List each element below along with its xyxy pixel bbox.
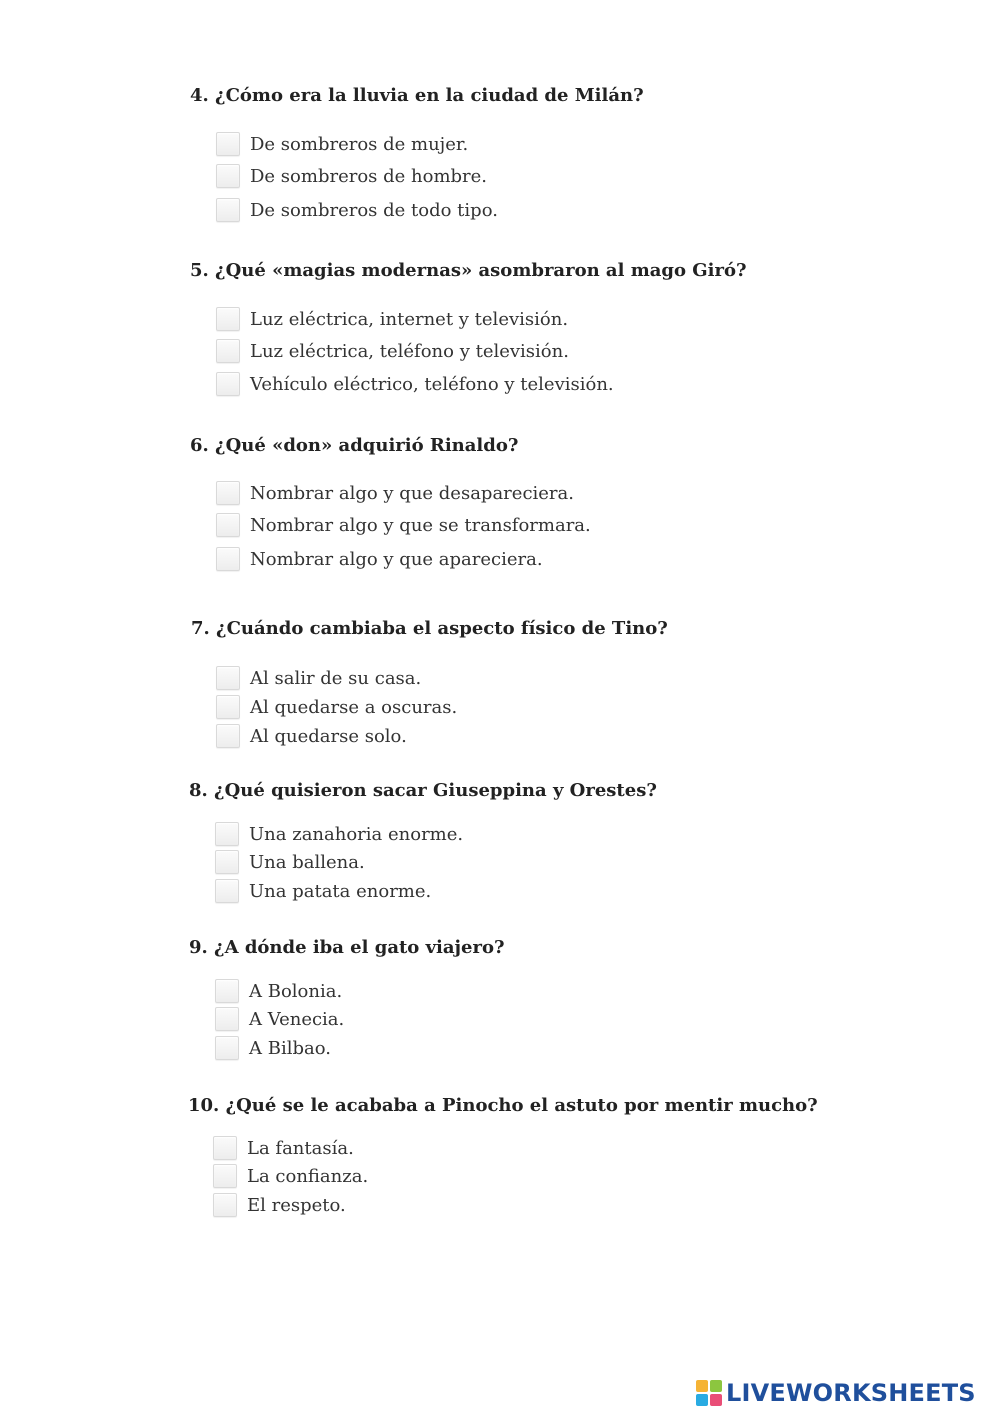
option-label: La confianza. — [247, 1165, 369, 1187]
option-label: Una ballena. — [249, 851, 365, 873]
question-title: 4. ¿Cómo era la lluvia en la ciudad de Milán? — [190, 85, 644, 106]
option-6a[interactable] — [216, 479, 574, 507]
option-label: Una zanahoria enorme. — [249, 823, 464, 845]
checkbox[interactable] — [215, 1007, 239, 1031]
option-10a[interactable] — [213, 1134, 354, 1162]
logo-tile — [696, 1380, 708, 1392]
logo-tile — [696, 1394, 708, 1406]
option-label: De sombreros de hombre. — [250, 165, 488, 187]
logo-tile — [710, 1394, 722, 1406]
option-label: La fantasía. — [247, 1137, 354, 1159]
option-8b[interactable] — [215, 848, 365, 876]
checkbox[interactable] — [215, 1036, 239, 1060]
checkbox[interactable] — [216, 198, 240, 222]
option-5a[interactable] — [216, 305, 568, 333]
option-label: De sombreros de mujer. — [250, 133, 469, 155]
question-title: 5. ¿Qué «magias modernas» asombraron al mago Giró? — [190, 260, 747, 281]
checkbox[interactable] — [215, 850, 239, 874]
option-10c[interactable] — [213, 1191, 346, 1219]
checkbox[interactable] — [216, 132, 240, 156]
liveworksheets-logo[interactable] — [696, 1378, 976, 1408]
brand-name: LIVEWORKSHEETS — [726, 1379, 976, 1407]
checkbox[interactable] — [216, 513, 240, 537]
question-title: 8. ¿Qué quisieron sacar Giuseppina y Orestes? — [189, 780, 657, 801]
option-label: A Venecia. — [249, 1008, 345, 1030]
option-7a[interactable] — [216, 664, 421, 692]
option-8c[interactable] — [215, 877, 431, 905]
checkbox[interactable] — [216, 547, 240, 571]
question-title: 9. ¿A dónde iba el gato viajero? — [189, 937, 505, 958]
checkbox[interactable] — [216, 164, 240, 188]
checkbox[interactable] — [213, 1164, 237, 1188]
option-9b[interactable] — [215, 1005, 344, 1033]
option-label: Nombrar algo y que se transformara. — [250, 514, 591, 536]
option-label: Al quedarse solo. — [250, 725, 407, 747]
liveworksheets-logo-icon — [696, 1380, 722, 1406]
option-9a[interactable] — [215, 977, 342, 1005]
checkbox[interactable] — [216, 666, 240, 690]
option-label: A Bilbao. — [249, 1037, 331, 1059]
option-label: Nombrar algo y que apareciera. — [250, 548, 543, 570]
checkbox[interactable] — [215, 979, 239, 1003]
option-10b[interactable] — [213, 1162, 368, 1190]
option-7c[interactable] — [216, 722, 407, 750]
option-6b[interactable] — [216, 511, 591, 539]
option-label: Luz eléctrica, teléfono y televisión. — [250, 340, 569, 362]
option-label: Al quedarse a oscuras. — [250, 696, 458, 718]
option-9c[interactable] — [215, 1034, 331, 1062]
option-4c[interactable] — [216, 196, 498, 224]
checkbox[interactable] — [216, 339, 240, 363]
option-4b[interactable] — [216, 162, 487, 190]
option-8a[interactable] — [215, 820, 463, 848]
option-label: El respeto. — [247, 1194, 346, 1216]
checkbox[interactable] — [215, 822, 239, 846]
checkbox[interactable] — [216, 724, 240, 748]
option-label: A Bolonia. — [249, 980, 343, 1002]
question-title: 7. ¿Cuándo cambiaba el aspecto físico de Tino? — [191, 618, 668, 639]
question-title: 10. ¿Qué se le acababa a Pinocho el astuto por mentir mucho? — [188, 1095, 818, 1116]
option-label: Una patata enorme. — [249, 880, 432, 902]
option-7b[interactable] — [216, 693, 457, 721]
option-label: De sombreros de todo tipo. — [250, 199, 498, 221]
question-title: 6. ¿Qué «don» adquirió Rinaldo? — [190, 435, 519, 456]
option-label: Nombrar algo y que desapareciera. — [250, 482, 574, 504]
checkbox[interactable] — [216, 695, 240, 719]
checkbox[interactable] — [216, 307, 240, 331]
logo-tile — [710, 1380, 722, 1392]
option-label: Vehículo eléctrico, teléfono y televisión. — [250, 373, 614, 395]
option-6c[interactable] — [216, 545, 543, 573]
option-4a[interactable] — [216, 130, 468, 158]
checkbox[interactable] — [215, 879, 239, 903]
checkbox[interactable] — [216, 372, 240, 396]
option-label: Al salir de su casa. — [250, 667, 422, 689]
option-5b[interactable] — [216, 337, 569, 365]
option-5c[interactable] — [216, 370, 614, 398]
checkbox[interactable] — [213, 1193, 237, 1217]
option-label: Luz eléctrica, internet y televisión. — [250, 308, 569, 330]
checkbox[interactable] — [216, 481, 240, 505]
checkbox[interactable] — [213, 1136, 237, 1160]
